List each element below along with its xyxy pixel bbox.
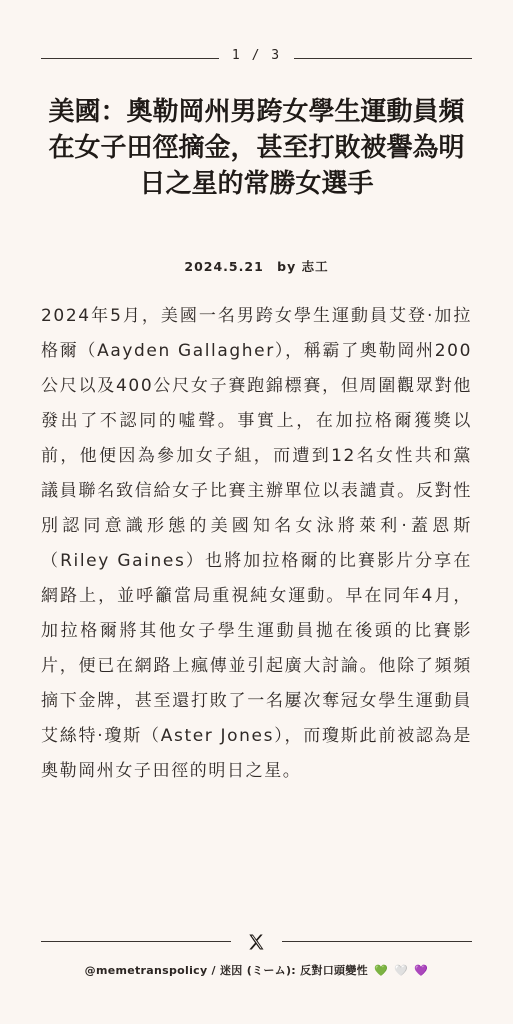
bottom-rule-left (41, 941, 231, 942)
page-indicator: 1 / 3 (231, 48, 282, 63)
x-logo-icon[interactable] (246, 932, 266, 952)
article-meta (0, 257, 513, 275)
article-date: 2024.5.21 (184, 259, 264, 274)
bottom-rule-right (282, 941, 472, 942)
footer (0, 962, 513, 978)
purple-heart-icon: 💜 (414, 964, 429, 977)
green-heart-icon: 💚 (374, 964, 389, 977)
article-body: 2024年5月，美國一名男跨女學生運動員艾登‧加拉格爾（Aayden Gallagher），稱霸了奧勒岡州200公尺以及400公尺女子賽跑錦標賽，但周圍觀眾對他發出了不認同的噓聲。事實上，在加拉格爾獲獎以前，他便因為參加女子組，而遭到12名女性共和黨議員聯名致信給女子比賽主辦單位以表譴責。反對性別認同意識形態的美國知名女泳將萊利‧蓋恩斯（Riley Gaines）也將加拉格爾的比賽影片分享在網路上，並呼籲當局重視純女運動。早在同年4月，加拉格爾將其他女子學生運動員拋在後頭的比賽影片，便已在網路上瘋傳並引起廣大討論。他除了頻頻摘下金牌，甚至還打敗了一名屢次奪冠女學生運動員艾絲特‧瓊斯（Aster Jones），而瓊斯此前被認為是奧勒岡州女子田徑的明日之星。 (41, 306, 472, 781)
footer-handle: @memetranspolicy / 迷因 (ミーム): 反對口頭變性 (84, 964, 368, 977)
article-title: 美國：奧勒岡州男跨女學生運動員頻在女子田徑摘金，甚至打敗被譽為明日之星的常勝女選手 (48, 97, 465, 199)
article-author: by 志工 (277, 259, 329, 274)
top-rule-right (294, 58, 472, 59)
white-heart-icon: 🤍 (394, 964, 409, 977)
